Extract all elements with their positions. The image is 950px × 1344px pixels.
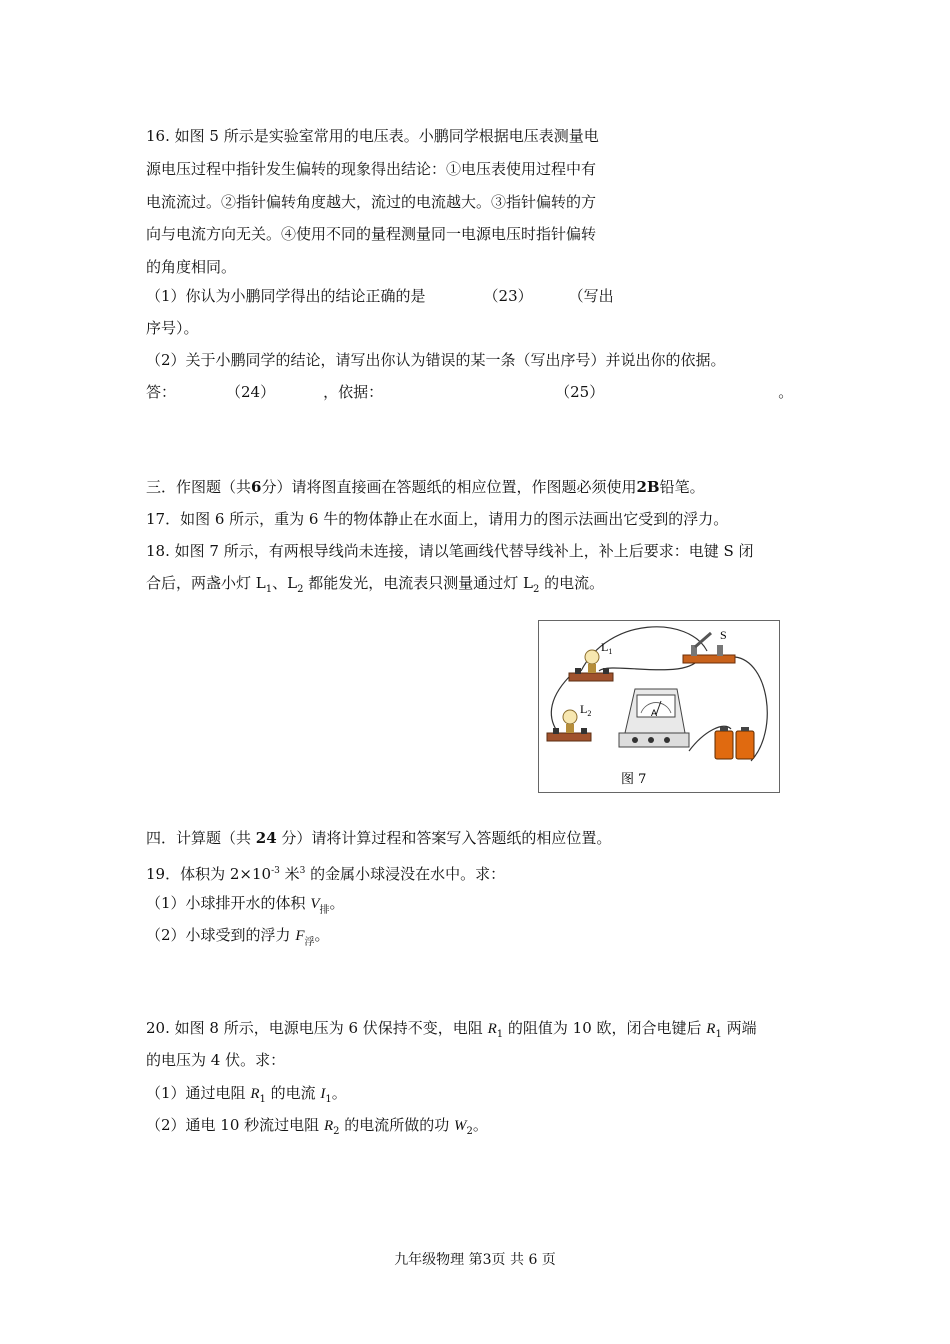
answer-label: 答： [146,383,177,401]
switch-base [683,655,735,663]
switch-post-right [717,645,723,656]
q20-part2: （2）通电 10 秒流过电阻 $R_2$ 的电流所做的功 $W_2$。 [146,1116,488,1137]
lamp-l1-terminal-right [603,668,609,674]
lamp-l1-socket [588,664,596,673]
ammeter-terminal-06 [648,737,654,743]
switch-label: S [720,628,727,642]
lamp-l1-terminal-left [575,668,581,674]
circuit-illustration [539,621,779,792]
q19-part1: （1）小球排开水的体积 $V_排$。 [146,894,345,916]
lamp-l2-socket [566,724,574,733]
q20-part1: （1）通过电阻 $R_1$ 的电流 $I_1$。 [146,1084,347,1105]
battery-2-cap [741,727,749,731]
q16-line-2: 源电压过程中指针发生偏转的现象得出结论：①电压表使用过程中有 [146,160,597,178]
q16-part1-text: （1）你认为小鹏同学得出的结论正确的是 [146,287,426,305]
q20-line-2: 的电压为 4 伏。求： [146,1051,286,1069]
q18-line-1: 18. 如图 7 所示，有两根导线尚未连接，请以笔画线代替导线补上，补上后要求：电键 S 闭 [146,542,754,560]
q16-part2: （2）关于小鹏同学的结论，请写出你认为错误的某一条（写出序号）并说出你的依据。 [146,351,726,369]
q16-line-1: 16. 如图 5 所示是实验室常用的电压表。小鹏同学根据电压表测量电 [146,127,599,145]
lamp-l2-base [547,733,591,741]
figure-7-caption: 图 7 [621,772,647,787]
battery-1 [715,731,733,759]
lamp-l1-bulb [585,650,599,664]
answer-end: 。 [778,383,794,401]
q19-part2: （2）小球受到的浮力 $F_浮$。 [146,926,330,948]
q16-line-3: 电流流过。②指针偏转角度越大，流过的电流越大。③指针偏转的方 [146,193,597,211]
ammeter-terminal-3 [664,737,670,743]
q16-part1-cont: 序号）。 [146,319,199,337]
lamp-l1-label: $L_1$ [601,640,613,656]
lamp-l1-base [569,673,613,681]
q18-line-2: 合后，两盏小灯 $L_1$、$L_2$ 都能发光，电流表只测量通过灯 $L_2$ 的电流。 [146,574,605,595]
lamp-l2-terminal-right [581,728,587,734]
q17: 17．如图 6 所示，重为 6 牛的物体静止在水面上，请用力的图示法画出它受到的浮力。 [146,510,729,528]
section3-heading: 三．作图题（共6分）请将图直接画在答题纸的相应位置，作图题必须使用2B铅笔。 [146,478,705,496]
figure-7-circuit [538,620,780,793]
q16-line-4: 向与电流方向无关。④使用不同的量程测量同一电源电压时指针偏转 [146,225,597,243]
wire-l1-switch [581,627,707,671]
blank-23: （23） [483,287,533,305]
lamp-l2-bulb [563,710,577,724]
ammeter-label: A [651,708,658,718]
battery-1-cap [720,727,728,731]
q19: 19．体积为 $2\times 10^{-3}$ 米$^3$ 的金属小球浸没在水中。求： [146,865,506,883]
q16-part1 [146,286,614,306]
q20-line-1: 20. 如图 8 所示，电源电压为 6 伏保持不变，电阻 $R_1$ 的阻值为 10 欧，闭合电键后 $R_1$ 两端 [146,1019,757,1040]
q16-answer [146,382,793,402]
lamp-l2-label: $L_2$ [580,702,592,718]
q16-part1-tail: （写出 [568,287,614,305]
section4-heading: 四．计算题（共 24 分）请将计算过程和答案写入答题纸的相应位置。 [146,829,612,847]
ammeter-terminal-neg [632,737,638,743]
page-footer: 九年级物理 第3页 共 6 页 [394,1252,556,1268]
blank-24: （24） [226,383,276,401]
q16-line-5: 的角度相同。 [146,258,237,276]
battery-2 [736,731,754,759]
blank-25: （25） [555,383,605,401]
basis-label: ，依据： [323,383,384,401]
lamp-l2-terminal-left [553,728,559,734]
